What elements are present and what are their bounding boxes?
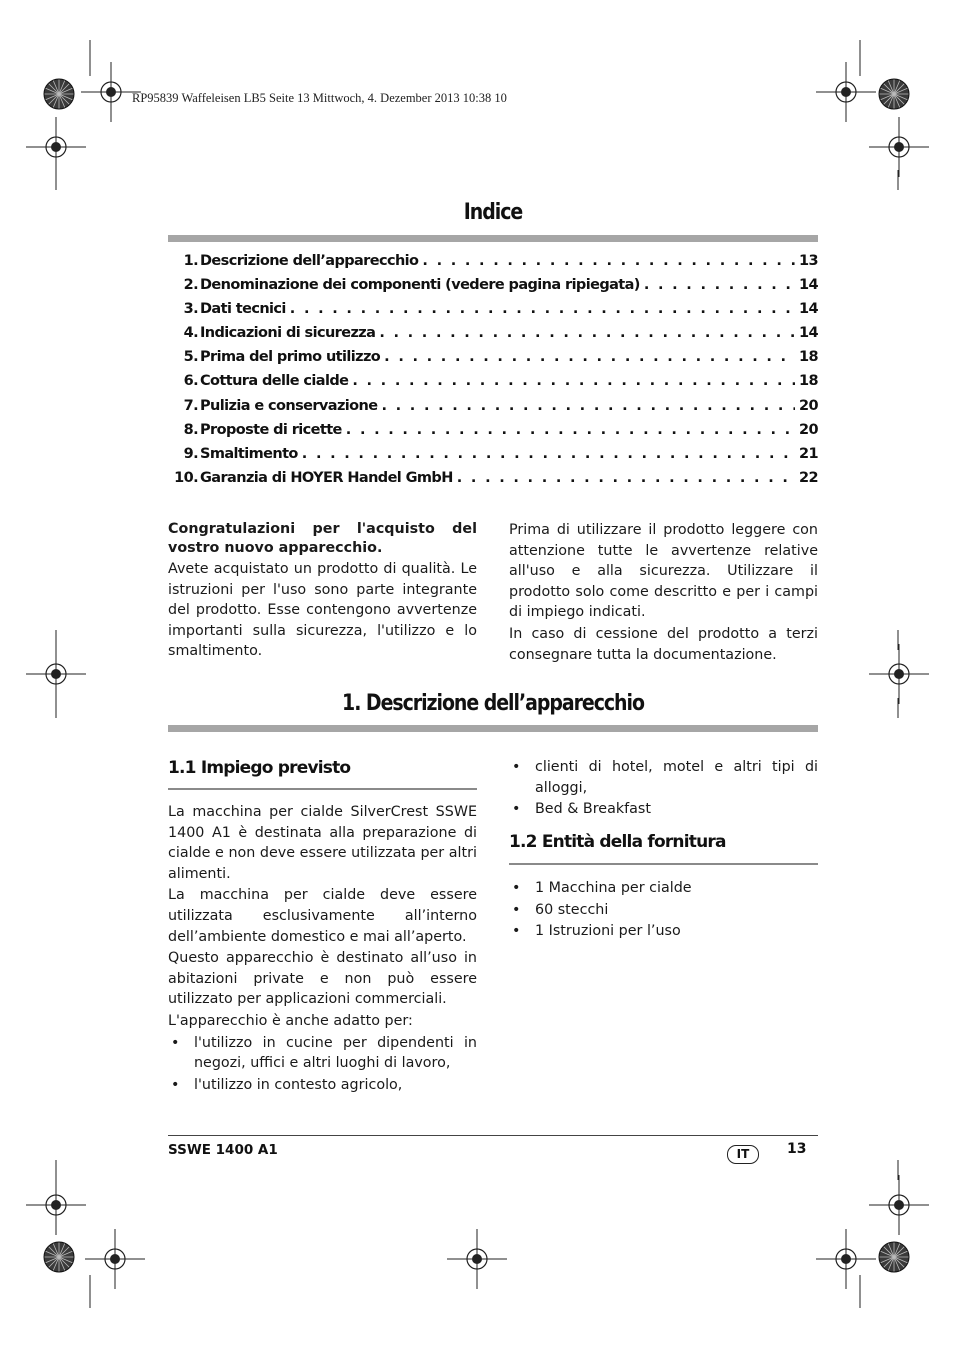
intro-heading: Congratulazioni per l'acquisto del vostro nuovo apparecchio.: [168, 521, 477, 556]
body-paragraph: Questo apparecchio è destinato all’uso in abitazioni private e non può essere utilizzato per applicazioni commerciali.: [168, 950, 477, 1008]
toc-label: Prima del primo utilizzo: [200, 349, 381, 366]
toc-leader: [457, 470, 795, 486]
bullet-icon: •: [171, 1034, 180, 1051]
toc-leader: [644, 277, 795, 293]
toc-leader: [346, 422, 795, 438]
toc-label: Garanzia di HOYER Handel GmbH: [200, 469, 453, 486]
toc-label: Denominazione dei componenti (vedere pagina ripiegata): [200, 277, 640, 294]
subsection-title: 1.1 Impiego previsto: [168, 758, 351, 778]
toc-page: 18: [799, 373, 818, 390]
body-paragraph: La macchina per cialde SilverCrest SSWE 1400 A1 è destinata alla preparazione di cialde e non deve essere utilizzata per altri alimenti.: [168, 804, 477, 882]
toc-page: 14: [799, 277, 818, 294]
toc-leader: [384, 349, 795, 365]
bullet-icon: •: [171, 1076, 180, 1093]
footer-model: SSWE 1400 A1: [168, 1142, 278, 1158]
toc-entry[interactable]: 7. Pulizia e conservazione . . . 20: [168, 398, 818, 422]
list-item: • 1 Istruzioni per l’uso: [509, 921, 818, 942]
subsection-title: 1.2 Entità della fornitura: [509, 832, 726, 852]
toc-entry[interactable]: 10. Garanzia di HOYER Handel GmbH . . . 22: [168, 470, 818, 494]
toc-entry[interactable]: 3. Dati tecnici . . . 14: [168, 301, 818, 325]
usage-list: [168, 1033, 477, 1096]
list-item: • l'utilizzo in contesto agricolo,: [168, 1075, 477, 1096]
toc-entry[interactable]: 4. Indicazioni di sicurezza . . . 14: [168, 325, 818, 349]
list-item: • Bed & Breakfast: [509, 799, 818, 820]
toc-leader: [422, 253, 795, 269]
toc-page: 14: [799, 325, 818, 342]
toc-page: 13: [799, 253, 818, 269]
toc-label: Indicazioni di sicurezza: [200, 325, 376, 342]
print-slug: RP95839 Waffeleisen LB5 Seite 13 Mittwoch, 4. Dezember 2013 10:38 10: [132, 91, 507, 105]
bullet-icon: •: [512, 880, 521, 896]
supply-list: [509, 878, 818, 942]
body-paragraph: L'apparecchio è anche adatto per:: [168, 1012, 413, 1029]
toc-label: Cottura delle cialde: [200, 373, 349, 390]
toc-entry[interactable]: 9. Smaltimento . . . 21: [168, 446, 818, 470]
bullet-icon: •: [512, 801, 521, 818]
toc-entry[interactable]: 2. Denominazione dei componenti (vedere pagina ripiegata) . . . 14: [168, 277, 818, 301]
list-item: • 1 Macchina per cialde: [509, 878, 818, 899]
bullet-icon: •: [512, 923, 521, 940]
toc-page: 14: [799, 301, 818, 318]
toc-page: 20: [799, 421, 818, 438]
toc-label: Descrizione dell’apparecchio: [200, 253, 419, 269]
toc-page: 22: [799, 469, 818, 486]
toc-leader: [352, 373, 795, 389]
toc-label: Pulizia e conservazione: [200, 397, 378, 414]
toc-page: 20: [799, 397, 818, 414]
toc-page: 18: [799, 349, 818, 366]
toc-entry[interactable]: 1. Descrizione dell’apparecchio . . . 13: [168, 253, 818, 277]
table-of-contents: [168, 253, 818, 494]
toc-entry[interactable]: 5. Prima del primo utilizzo . . . 18: [168, 349, 818, 373]
toc-leader: [381, 398, 795, 414]
usage-list-continued: [509, 757, 818, 820]
list-item: • 60 stecchi: [509, 900, 818, 921]
toc-entry[interactable]: 6. Cottura delle cialde . . . 18: [168, 373, 818, 397]
body-paragraph: La macchina per cialde deve essere utilizzata esclusivamente all’interno dell’ambiente domestico e mai all’aperto.: [168, 887, 477, 945]
intro-paragraph: Avete acquistato un prodotto di qualità. Le istruzioni per l'uso sono parte integrante del prodotto. Esse contengono avvertenze importanti sulla sicurezza, l'utilizzo e lo smaltimento.: [168, 561, 477, 660]
bullet-icon: •: [512, 759, 521, 775]
list-item: • l'utilizzo in cucine per dipendenti in negozi, uffici e altri luoghi di lavoro,: [171, 1034, 477, 1072]
subsection-rule: [168, 788, 477, 790]
toc-leader: [290, 301, 795, 317]
usage-continued-column: [509, 757, 818, 821]
page-number: 13: [787, 1141, 807, 1157]
intro-left-column: [168, 520, 477, 663]
toc-leader: [302, 446, 795, 462]
section-title: 1. Descrizione dell’apparecchio: [342, 691, 644, 716]
list-item: • clienti di hotel, motel e altri tipi di alloggi,: [512, 759, 818, 796]
toc-leader: [379, 325, 795, 341]
section-rule: [168, 725, 818, 732]
toc-label: Smaltimento: [200, 445, 298, 462]
footer-rule: [168, 1135, 818, 1136]
subsection-rule: [509, 863, 818, 865]
usage-column: [168, 802, 477, 1096]
toc-label: Proposte di ricette: [200, 421, 342, 438]
intro-right-column: [509, 520, 818, 666]
toc-label: Dati tecnici: [200, 301, 286, 318]
index-title: Indice: [463, 200, 523, 225]
language-badge: IT: [727, 1145, 759, 1164]
index-rule: [168, 235, 818, 242]
intro-paragraph: In caso di cessione del prodotto a terzi consegnare tutta la documentazione.: [509, 625, 818, 663]
bullet-icon: •: [512, 901, 521, 918]
toc-page: 21: [799, 445, 818, 462]
intro-paragraph: Prima di utilizzare il prodotto leggere con attenzione tutte le avvertenze relative all'uso e alla sicurezza. Utilizzare il prodotto solo come descritto e per i campi di impiego indicati.: [509, 522, 818, 621]
supply-column: [509, 878, 818, 943]
toc-entry[interactable]: 8. Proposte di ricette . . . 20: [168, 422, 818, 446]
